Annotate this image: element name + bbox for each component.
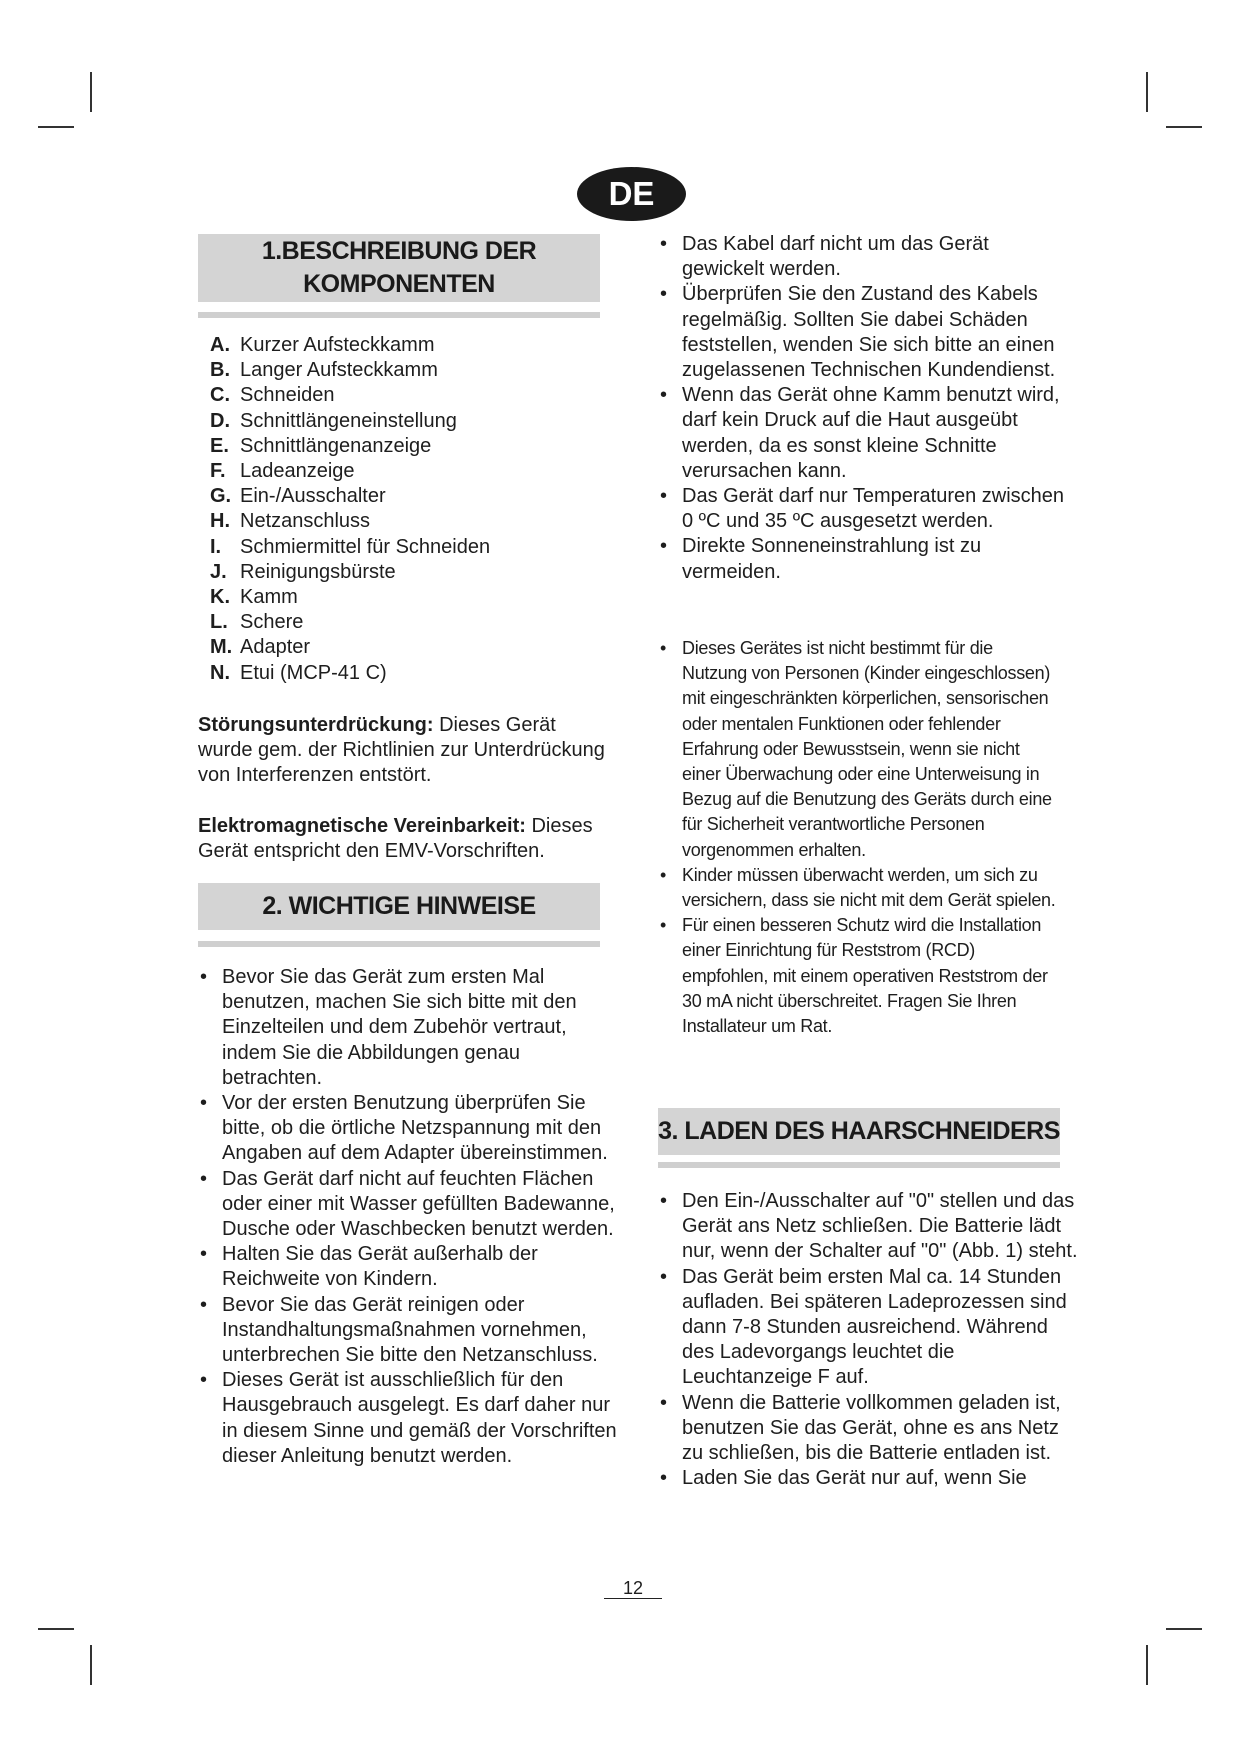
- component-item: A. Kurzer Aufsteckkamm: [210, 334, 435, 356]
- emc-text: Dieses Gerät entspricht den EMV-Vorschriften.: [198, 815, 593, 862]
- crop-mark: [38, 1628, 74, 1630]
- component-item: E. Schnittlängenanzeige: [210, 434, 432, 457]
- section-1-heading: [198, 234, 600, 302]
- section-1-title-line1: 1.BESCHREIBUNG DER: [261, 237, 537, 265]
- component-item: K. Kamm: [210, 586, 298, 609]
- section-2-rule: [198, 941, 600, 947]
- crop-mark: [1146, 72, 1148, 112]
- list-item: • Wenn das Gerät ohne Kamm benutzt wird, darf kein Druck auf die Haut ausgeübt werden, da es sonst kleine Schnitte verursachen kann.: [658, 383, 1068, 484]
- suppression-label: Störungsunterdrückung:: [198, 714, 434, 736]
- crop-mark: [1146, 1645, 1148, 1685]
- list-item: • Für einen besseren Schutz wird die Installation einer Einrichtung für Reststrom (RCD) empfohlen, mit einem operativen Reststrom der 30 mA nicht überschreitet. Fragen Sie Ihren Installateur um Rat.: [658, 913, 1058, 1039]
- crop-mark: [90, 1645, 92, 1685]
- list-item: • Das Gerät darf nicht auf feuchten Flächen oder einer mit Wasser gefüllten Badewanne, Dusche oder Waschbecken benutzt werden.: [198, 1167, 618, 1243]
- emc-paragraph: [198, 814, 608, 864]
- list-item: • Das Kabel darf nicht um das Gerät gewickelt werden.: [658, 232, 1068, 282]
- list-item: • Dieses Gerät ist ausschließlich für den Hausgebrauch ausgelegt. Es darf daher nur in diesem Sinne und gemäß der Vorschriften dieser Anleitung benutzt werden.: [198, 1368, 618, 1469]
- section-2-title: 2. WICHTIGE HINWEISE: [262, 892, 536, 920]
- component-list: [210, 333, 610, 686]
- component-item: I. Schmiermittel für Schneiden: [210, 535, 491, 558]
- list-item: • Das Gerät beim ersten Mal ca. 14 Stunden aufladen. Bei späteren Ladeprozessen sind dann 7-8 Stunden ausreichend. Während des Ladevorgangs leuchtet die Leuchtanzeige F auf.: [658, 1265, 1078, 1391]
- list-item: • Bevor Sie das Gerät reinigen oder Instandhaltungsmaßnahmen vornehmen, unterbrechen Sie bitte den Netzanschluss.: [198, 1293, 618, 1369]
- component-item: D. Schnittlängeneinstellung: [210, 409, 457, 432]
- component-item: H. Netzanschluss: [210, 510, 371, 533]
- list-item: • Dieses Gerätes ist nicht bestimmt für die Nutzung von Personen (Kinder eingeschlossen) mit eingeschränkten körperlichen, sensorischen oder mentalen Funktionen oder fehlender Erfahrung oder Bewusstsein, wenn sie nicht einer Überwachung oder eine Unterweisung in Bezug auf die Benutzung des Geräts durch eine für Sicherheit verantwortliche Personen vorgenommen erhalten.: [658, 636, 1058, 863]
- crop-mark: [1166, 126, 1202, 128]
- crop-mark: [1166, 1628, 1202, 1630]
- emc-label: Elektromagnetische Vereinbarkeit:: [198, 815, 526, 837]
- section-3-heading: [658, 1108, 1060, 1155]
- suppression-text: Dieses Gerät wurde gem. der Richtlinien zur Unterdrückung von Interferenzen entstört.: [198, 714, 605, 786]
- language-badge: DE: [577, 167, 686, 221]
- list-item: • Den Ein-/Ausschalter auf "0" stellen und das Gerät ans Netz schließen. Die Batterie lädt nur, wenn der Schalter auf "0" (Abb. 1) steht.: [658, 1189, 1078, 1265]
- list-item: • Halten Sie das Gerät außerhalb der Reichweite von Kindern.: [198, 1242, 618, 1292]
- suppression-paragraph: [198, 713, 608, 788]
- list-item: • Direkte Sonneneinstrahlung ist zu vermeiden.: [658, 534, 1068, 584]
- component-item: G. Ein-/Ausschalter: [210, 485, 386, 508]
- hints-list-right: [658, 232, 1068, 585]
- component-item: C. Schneiden: [210, 384, 335, 407]
- list-item: • Wenn die Batterie vollkommen geladen ist, benutzen Sie das Gerät, ohne es ans Netz zu schließen, bis die Batterie entladen ist.: [658, 1391, 1078, 1467]
- charging-list: [658, 1189, 1078, 1491]
- list-item: • Bevor Sie das Gerät zum ersten Mal benutzen, machen Sie sich bitte mit den Einzelteilen und dem Zubehör vertraut, indem Sie die Abbildungen genau betrachten.: [198, 965, 618, 1091]
- component-item: J. Reinigungsbürste: [210, 560, 396, 583]
- section-3-title: 3. LADEN DES HAARSCHNEIDERS: [658, 1117, 1060, 1145]
- list-item: • Das Gerät darf nur Temperaturen zwischen 0 ºC und 35 ºC ausgesetzt werden.: [658, 484, 1068, 534]
- component-item: B. Langer Aufsteckkamm: [210, 359, 438, 382]
- list-item: • Kinder müssen überwacht werden, um sich zu versichern, dass sie nicht mit dem Gerät spielen.: [658, 863, 1058, 913]
- component-item: M. Adapter: [210, 636, 311, 659]
- crop-mark: [38, 126, 74, 128]
- component-item: L. Schere: [210, 611, 304, 634]
- page-number: 12: [604, 1578, 662, 1599]
- crop-mark: [90, 72, 92, 112]
- component-item: F. Ladeanzeige: [210, 460, 355, 483]
- list-item: • Vor der ersten Benutzung überprüfen Sie bitte, ob die örtliche Netzspannung mit den Angaben auf dem Adapter übereinstimmen.: [198, 1091, 618, 1167]
- component-item: N. Etui (MCP-41 C): [210, 661, 387, 684]
- section-2-heading: [198, 883, 600, 930]
- section-1-title-line2: KOMPONENTEN: [303, 270, 495, 298]
- list-item: • Laden Sie das Gerät nur auf, wenn Sie: [658, 1466, 1078, 1491]
- list-item: • Überprüfen Sie den Zustand des Kabels regelmäßig. Sollten Sie dabei Schäden feststellen, wenden Sie sich bitte an einen zugelassenen Technischen Kundendienst.: [658, 282, 1068, 383]
- section-1-rule: [198, 312, 600, 318]
- hints-list-left: [198, 965, 618, 1469]
- section-3-rule: [658, 1162, 1060, 1168]
- hints-list-right-small: [658, 636, 1058, 1039]
